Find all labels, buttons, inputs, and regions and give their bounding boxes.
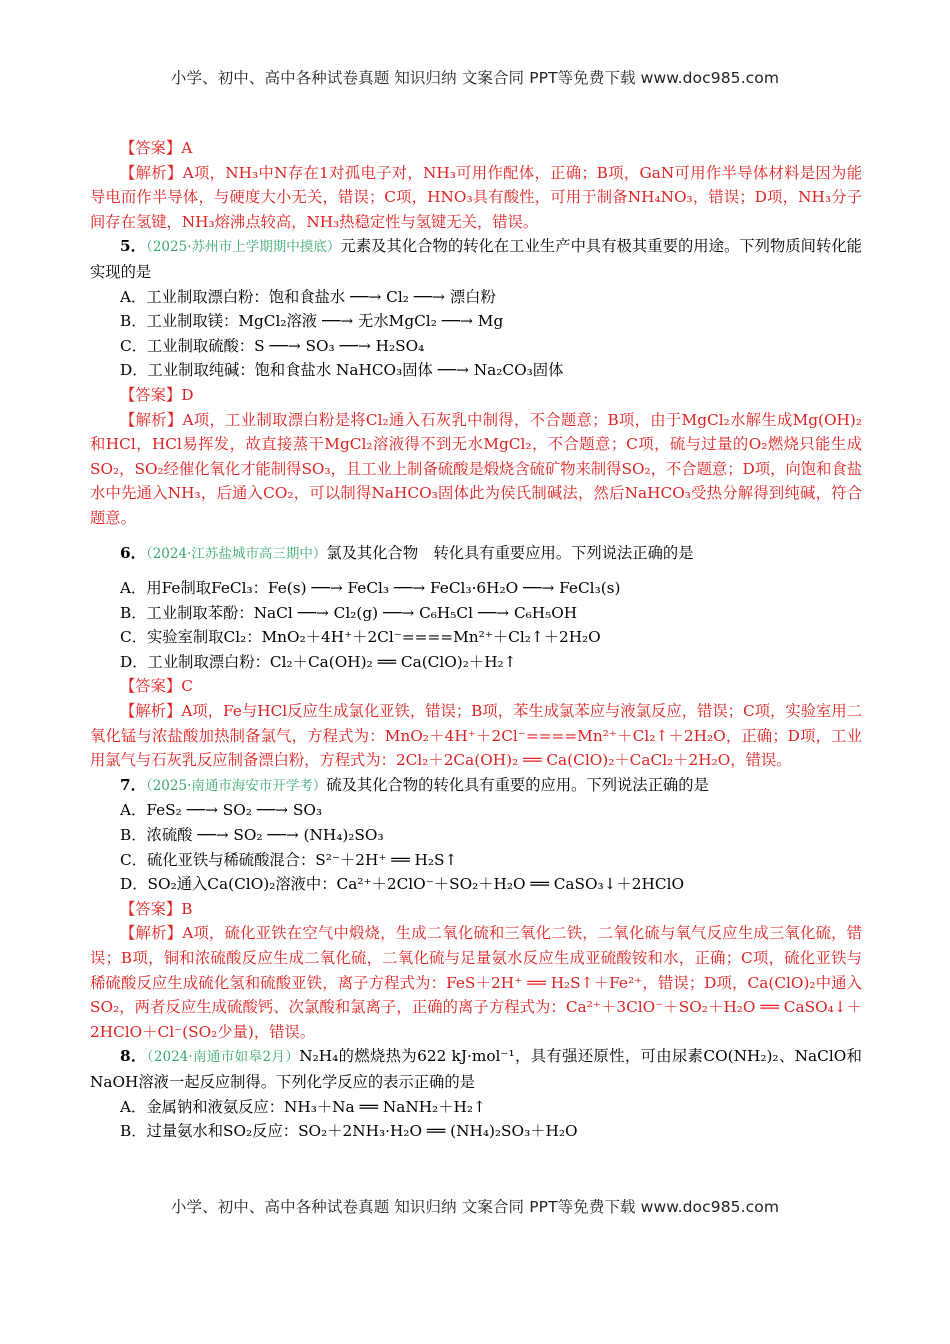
question-number: 6． — [120, 543, 146, 562]
text: 【解析】A项，NH₃中N存在1对孤电子对，NH₃可用作配体，正确；B项，GaN可用作半导体材料是因为能导电而作半导体，与硬度大小无关，错误；C项，HNO₃具有酸性，可用于制备NH₄NO₃，错误；D项，NH₃分子间存在氢键，NH₃熔沸点较高，NH₃热稳定性与氢键无关，错误。 — [90, 163, 862, 231]
question-source: （2024·南通市如皋2月） — [146, 1049, 300, 1066]
option-line — [90, 823, 862, 848]
option-line — [90, 798, 862, 823]
question-number: 5． — [120, 237, 147, 256]
option-line — [90, 650, 862, 675]
question-source: （2024·江苏盐城市高三期中） — [145, 545, 327, 562]
question-stem — [90, 1044, 862, 1094]
text: A．用Fe制取FeCl₃：Fe(s) ──→ FeCl₃ ──→ FeCl₃·6H₂O ──→ FeCl₃(s) — [120, 579, 621, 598]
text: 【答案】A — [120, 139, 193, 157]
text: C．工业制取硫酸：S ──→ SO₃ ──→ H₂SO₄ — [120, 336, 425, 355]
question-stem — [90, 234, 862, 284]
text: 元素及其化合物的转化在工业生产中具有极其重要的用途。下列物质间转化能实现的是 — [90, 237, 862, 281]
text: 氯及其化合物 转化具有重要应用。下列说法正确的是 — [326, 543, 694, 562]
answer-line — [90, 136, 862, 161]
text: 【答案】C — [120, 677, 193, 696]
option-line — [90, 848, 862, 873]
explanation-paragraph — [90, 699, 862, 773]
option-line — [90, 872, 862, 897]
option-line — [90, 625, 862, 650]
text: A．工业制取漂白粉：饱和食盐水 ──→ Cl₂ ──→ 漂白粉 — [120, 287, 496, 306]
question-number: 8． — [120, 1047, 147, 1066]
answer-line — [90, 897, 862, 922]
text: 【答案】D — [120, 385, 194, 404]
text: B．过量氨水和SO₂反应：SO₂＋2NH₃·H₂O ══ (NH₄)₂SO₃＋H₂O — [120, 1122, 578, 1141]
text: 【解析】A项，工业制取漂白粉是将Cl₂通入石灰乳中制得，不合题意；B项，由于MgCl₂水解生成Mg(OH)₂和HCl，HCl易挥发，故直接蒸干MgCl₂溶液得不到无水MgCl₂，不合题意；C项，硫与过量的O₂燃烧只能生成SO₂，SO₂经催化氧化才能制得SO₃，且工业上制备硫酸是煅烧含硫矿物来制得SO₂，不合题意；D项，向饱和食盐水中先通入NH₃，后通入CO₂，可以制得NaHCO₃固体此为侯氏制碱法，然后NaHCO₃受热分解得到纯碱，符合题意。 — [90, 410, 862, 527]
question-stem — [90, 773, 862, 799]
option-line — [90, 601, 862, 626]
spacer — [90, 531, 862, 541]
text: B．工业制取镁：MgCl₂溶液 ──→ 无水MgCl₂ ──→ Mg — [120, 312, 504, 331]
text: C．硫化亚铁与稀硫酸混合：S²⁻＋2H⁺ ══ H₂S↑ — [120, 850, 458, 869]
text: B．浓硫酸 ──→ SO₂ ──→ (NH₄)₂SO₃ — [120, 826, 384, 845]
answer-line — [90, 674, 862, 699]
text: D．工业制取纯碱：饱和食盐水 NaHCO₃固体 ──→ Na₂CO₃固体 — [120, 361, 564, 380]
text: D．工业制取漂白粉：Cl₂＋Ca(OH)₂ ══ Ca(ClO)₂＋H₂↑ — [120, 652, 517, 671]
text: A．FeS₂ ──→ SO₂ ──→ SO₃ — [120, 801, 323, 820]
document-body — [90, 136, 862, 1144]
option-line — [90, 334, 862, 359]
text: 【解析】A项，Fe与HCl反应生成氯化亚铁，错误；B项，苯生成氯苯应与液氯反应，错误；C项，实验室用二氧化锰与浓盐酸加热制备氯气，方程式为：MnO₂＋4H⁺＋2Cl⁻====Mn²⁺＋Cl₂↑＋2H₂O，正确；D项，工业用氯气与石灰乳反应制备漂白粉，方程式为：2Cl₂＋2Ca(OH)₂ ══ Ca(ClO)₂＋CaCl₂＋2H₂O，错误。 — [90, 702, 862, 770]
text: C．实验室制取Cl₂：MnO₂＋4H⁺＋2Cl⁻====Mn²⁺＋Cl₂↑＋2H₂O — [120, 628, 601, 647]
option-line — [90, 1095, 862, 1120]
text: D．SO₂通入Ca(ClO)₂溶液中：Ca²⁺＋2ClO⁻＋SO₂＋H₂O ══ CaSO₃↓＋2HClO — [120, 875, 684, 894]
question-source: （2025·南通市海安市开学考） — [145, 777, 327, 794]
text: N₂H₄的燃烧热为622 kJ·mol⁻¹，具有强还原性，可由尿素CO(NH₂)₂、NaClO和NaOH溶液一起反应制得。下列化学反应的表示正确的是 — [90, 1047, 862, 1091]
option-line — [90, 576, 862, 601]
question-stem — [90, 541, 862, 567]
answer-line — [90, 383, 862, 408]
text: 硫及其化合物的转化具有重要的应用。下列说法正确的是 — [326, 775, 709, 794]
text: A．金属钠和液氨反应：NH₃＋Na ══ NaNH₂＋H₂↑ — [120, 1097, 486, 1116]
question-number: 7． — [120, 775, 146, 794]
text: 【解析】A项，硫化亚铁在空气中煅烧，生成二氧化硫和三氧化二铁，二氧化硫与氧气反应生成三氧化硫，错误；B项，铜和浓硫酸反应生成二氧化硫，二氧化硫与足量氨水反应生成亚硫酸铵和水，正确；C项，硫化亚铁与稀硫酸反应生成硫化氢和硫酸亚铁，离子方程式为：FeS＋2H⁺ ══ H₂S↑＋Fe²⁺，错误；D项，Ca(ClO)₂中通入SO₂，两者反应生成硫酸钙、次氯酸和氯离子，正确的离子方程式为：Ca²⁺＋3ClO⁻＋SO₂＋H₂O ══ CaSO₄↓＋2HClO＋Cl⁻(SO₂少量)，错误。 — [90, 924, 862, 1041]
option-line — [90, 309, 862, 334]
text: 【答案】B — [120, 899, 193, 918]
option-line — [90, 358, 862, 383]
page-footer: 小学、初中、高中各种试卷真题 知识归纳 文案合同 PPT等免费下载 www.doc985.com — [170, 1198, 780, 1216]
question-source: （2025·苏州市上学期期中摸底） — [146, 239, 341, 256]
explanation-paragraph — [90, 921, 862, 1044]
text: B．工业制取苯酚：NaCl ──→ Cl₂(g) ──→ C₆H₅Cl ──→ C₆H₅OH — [120, 603, 578, 622]
explanation-paragraph — [90, 161, 862, 235]
explanation-paragraph — [90, 408, 862, 531]
page-header: 小学、初中、高中各种试卷真题 知识归纳 文案合同 PPT等免费下载 www.doc985.com — [170, 69, 780, 87]
option-line — [90, 285, 862, 310]
spacer — [90, 566, 862, 576]
option-line — [90, 1119, 862, 1144]
